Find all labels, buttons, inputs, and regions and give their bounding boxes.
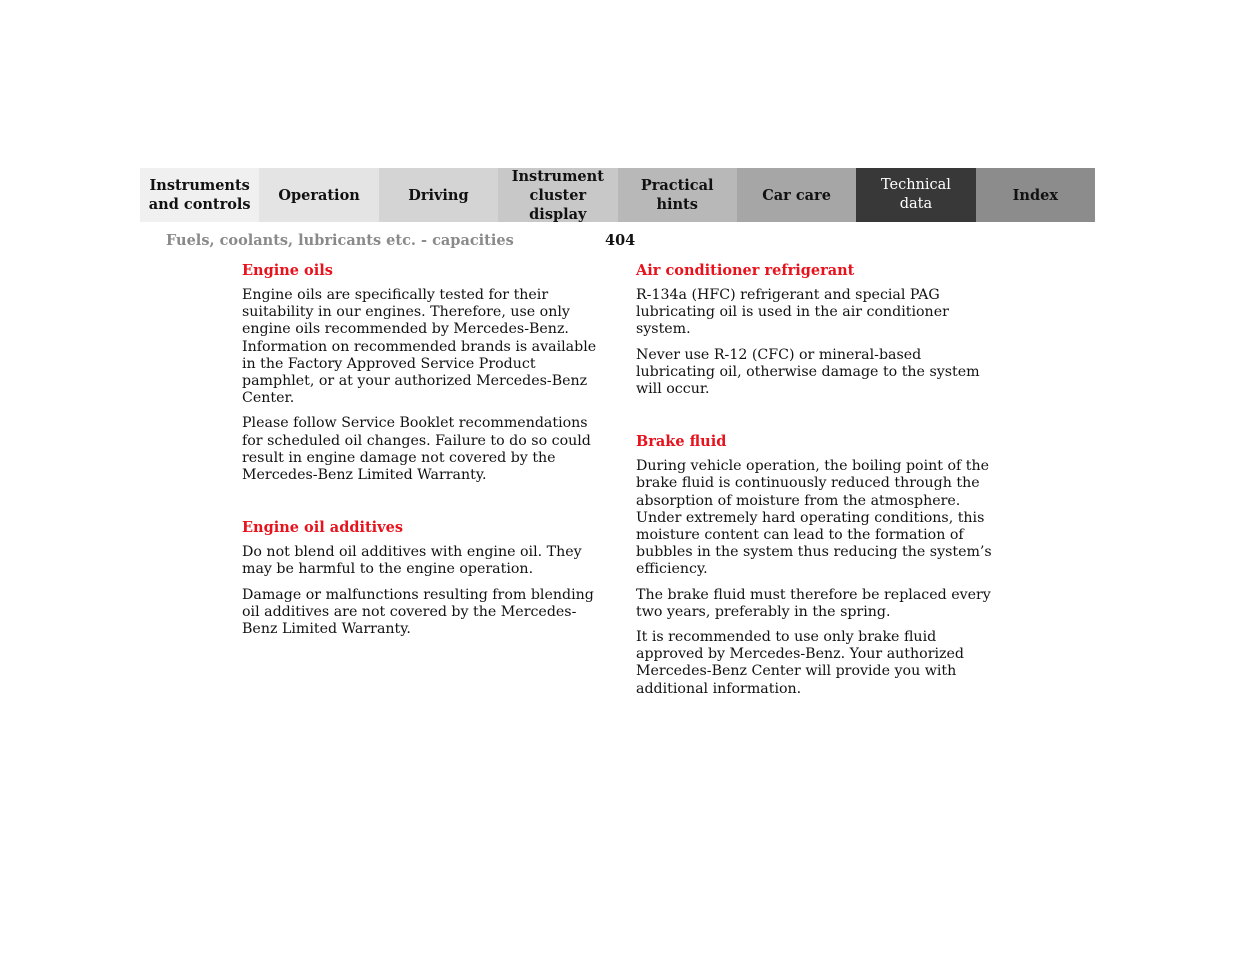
brake-fluid-paragraph-1: During vehicle operation, the boiling point of the brake fluid is continuously reduced through the absorption of moisture from the atmosphere. Under extremely hard operating conditions, this moisture content can lead to the formation of bubbles in the system thus reducing the system’s efficiency. xyxy=(636,458,992,578)
tab-label: Operation xyxy=(278,186,360,204)
engine-oils-paragraph-1: Engine oils are specifically tested for their suitability in our engines. Therefore, use only engine oils recommended by Mercedes-Benz. Information on recommended brands is available in the Factory Approved Service Product pamphlet, or at your authorized Mercedes-Benz Center. xyxy=(242,287,597,407)
tab-label: Technical data xyxy=(880,177,951,212)
brake-fluid-heading: Brake fluid xyxy=(636,433,727,451)
page-number: 404 xyxy=(605,232,636,249)
ac-refrigerant-heading: Air conditioner refrigerant xyxy=(636,262,855,279)
tab-driving[interactable] xyxy=(379,168,498,222)
engine-oils-heading: Engine oils xyxy=(242,262,333,279)
tab-operation[interactable] xyxy=(259,168,378,222)
left-column xyxy=(242,262,602,646)
section-title: Fuels, coolants, lubricants etc. - capacities xyxy=(166,232,514,249)
chapter-tab-bar xyxy=(140,168,1095,222)
engine-oils-paragraph-2: Please follow Service Booklet recommendations for scheduled oil changes. Failure to do so could result in engine damage not covered by the Mercedes-Benz Limited Warranty. xyxy=(242,415,591,484)
section-spacer xyxy=(242,492,602,519)
tab-car-care[interactable] xyxy=(737,168,856,222)
engine-oil-additives-paragraph-1: Do not blend oil additives with engine oil. They may be harmful to the engine operation. xyxy=(242,544,582,578)
tab-label: Instrument cluster display xyxy=(511,167,604,223)
brake-fluid-paragraph-3: It is recommended to use only brake fluid approved by Mercedes-Benz. Your authorized Mercedes-Benz Center will provide you with additional information. xyxy=(636,629,964,697)
tab-label: Index xyxy=(1012,186,1058,204)
tab-practical-hints[interactable] xyxy=(618,168,737,222)
section-spacer xyxy=(636,406,996,433)
tab-instrument-cluster-display[interactable] xyxy=(498,168,617,222)
ac-refrigerant-paragraph-2: Never use R-12 (CFC) or mineral-based lubricating oil, otherwise damage to the system will occur. xyxy=(636,346,980,398)
ac-refrigerant-paragraph-1: R-134a (HFC) refrigerant and special PAG lubricating oil is used in the air conditioner system. xyxy=(636,287,949,338)
tab-index[interactable] xyxy=(976,168,1095,222)
engine-oil-additives-heading: Engine oil additives xyxy=(242,519,403,537)
engine-oil-additives-paragraph-2: Damage or malfunctions resulting from blending oil additives are not covered by the Mercedes-Benz Limited Warranty. xyxy=(242,586,594,638)
tab-label: Driving xyxy=(408,186,469,204)
tab-label: Instruments and controls xyxy=(148,177,251,213)
tab-label: Practical hints xyxy=(640,177,714,213)
tab-label: Car care xyxy=(762,186,831,204)
tab-instruments-and-controls[interactable] xyxy=(140,168,259,222)
brake-fluid-paragraph-2: The brake fluid must therefore be replaced every two years, preferably in the spring. xyxy=(636,586,991,620)
right-column xyxy=(636,262,996,706)
tab-technical-data[interactable] xyxy=(856,168,975,222)
